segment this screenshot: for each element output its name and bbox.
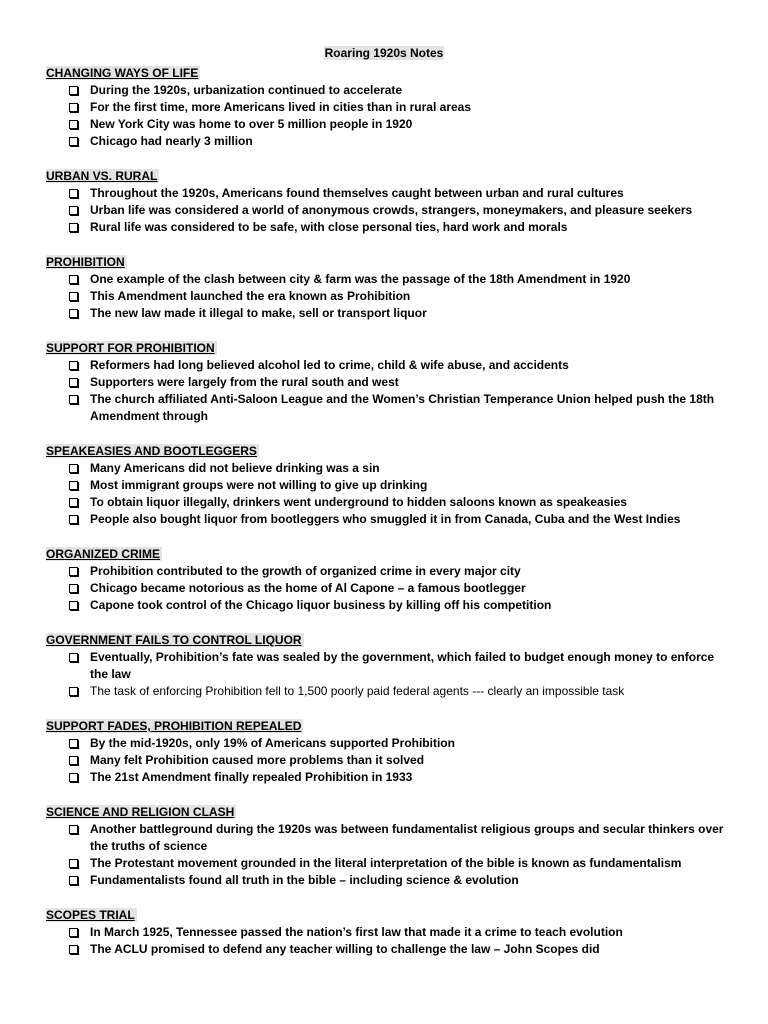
bullet-item: [46, 941, 726, 958]
checkbox-bullet-icon: [69, 464, 78, 473]
document-title: [0, 46, 768, 60]
section-heading: SCOPES TRIAL: [46, 908, 135, 922]
bullet-text: Fundamentalists found all truth in the bible – including science & evolution: [90, 873, 519, 887]
section-heading: GOVERNMENT FAILS TO CONTROL LIQUOR: [46, 633, 302, 647]
bullet-list: [46, 735, 726, 786]
bullet-text: The 21st Amendment finally repealed Prohibition in 1933: [90, 770, 413, 784]
bullet-text: Eventually, Prohibition’s fate was sealed by the government, which failed to budget enough money to enforce the law: [90, 650, 715, 681]
bullet-text: In March 1925, Tennessee passed the nation’s first law that made it a crime to teach evolution: [90, 925, 623, 939]
bullet-text: Reformers had long believed alcohol led to crime, child & wife abuse, and accidents: [90, 358, 569, 372]
bullet-item: [46, 855, 726, 872]
bullet-text: Supporters were largely from the rural south and west: [90, 375, 399, 389]
section-organized-crime: [46, 545, 726, 614]
bullet-item: [46, 305, 726, 322]
checkbox-bullet-icon: [69, 498, 78, 507]
checkbox-bullet-icon: [69, 567, 78, 576]
bullet-text: Capone took control of the Chicago liquor business by killing off his competition: [90, 598, 552, 612]
bullet-list: [46, 460, 726, 528]
bullet-item: [46, 202, 726, 219]
section-heading: SUPPORT FADES, PROHIBITION REPEALED: [46, 719, 302, 733]
section-heading: PROHIBITION: [46, 255, 125, 269]
bullet-item: [46, 116, 726, 133]
bullet-text: To obtain liquor illegally, drinkers went underground to hidden saloons known as speakeasies: [90, 495, 627, 509]
bullet-item: [46, 511, 726, 528]
notes-content: [46, 64, 726, 958]
bullet-text: Many felt Prohibition caused more problems than it solved: [90, 753, 425, 767]
checkbox-bullet-icon: [69, 223, 78, 232]
section-heading: SCIENCE AND RELIGION CLASH: [46, 805, 235, 819]
bullet-item: [46, 735, 726, 752]
checkbox-bullet-icon: [69, 137, 78, 146]
bullet-text: Rural life was considered to be safe, with close personal ties, hard work and morals: [90, 220, 568, 234]
checkbox-bullet-icon: [69, 309, 78, 318]
bullet-item: [46, 185, 726, 202]
bullet-text: The new law made it illegal to make, sell or transport liquor: [90, 306, 427, 320]
bullet-item: [46, 460, 726, 477]
checkbox-bullet-icon: [69, 945, 78, 954]
checkbox-bullet-icon: [69, 86, 78, 95]
section-science-and-religion: [46, 803, 726, 889]
bullet-item: [46, 649, 726, 683]
checkbox-bullet-icon: [69, 378, 78, 387]
bullet-text: Most immigrant groups were not willing to give up drinking: [90, 478, 428, 492]
checkbox-bullet-icon: [69, 653, 78, 662]
checkbox-bullet-icon: [69, 481, 78, 490]
bullet-item: [46, 288, 726, 305]
bullet-item: [46, 752, 726, 769]
checkbox-bullet-icon: [69, 687, 78, 696]
checkbox-bullet-icon: [69, 103, 78, 112]
bullet-item: [46, 580, 726, 597]
bullet-text: Chicago became notorious as the home of Al Capone – a famous bootlegger: [90, 581, 526, 595]
bullet-text: Another battleground during the 1920s was between fundamentalist religious groups and secular thinkers over the truths of science: [90, 822, 724, 853]
bullet-text: One example of the clash between city & farm was the passage of the 18th Amendment in 1920: [90, 272, 631, 286]
checkbox-bullet-icon: [69, 206, 78, 215]
checkbox-bullet-icon: [69, 395, 78, 404]
bullet-list: [46, 271, 726, 322]
bullet-text: Many Americans did not believe drinking was a sin: [90, 461, 380, 475]
bullet-item: [46, 82, 726, 99]
bullet-text: The ACLU promised to defend any teacher willing to challenge the law – John Scopes did: [90, 942, 600, 956]
checkbox-bullet-icon: [69, 292, 78, 301]
checkbox-bullet-icon: [69, 120, 78, 129]
section-prohibition: [46, 253, 726, 322]
checkbox-bullet-icon: [69, 928, 78, 937]
bullet-list: [46, 924, 726, 958]
section-government-fails: [46, 631, 726, 700]
checkbox-bullet-icon: [69, 361, 78, 370]
bullet-text: Chicago had nearly 3 million: [90, 134, 253, 148]
bullet-item: [46, 219, 726, 236]
section-urban-vs-rural: [46, 167, 726, 236]
bullet-item: [46, 477, 726, 494]
section-heading: URBAN VS. RURAL: [46, 169, 158, 183]
bullet-list: [46, 563, 726, 614]
bullet-list: [46, 357, 726, 425]
checkbox-bullet-icon: [69, 773, 78, 782]
bullet-item: [46, 391, 726, 425]
bullet-item: [46, 374, 726, 391]
bullet-text: New York City was home to over 5 million people in 1920: [90, 117, 413, 131]
bullet-item: [46, 872, 726, 889]
bullet-text: By the mid-1920s, only 19% of Americans supported Prohibition: [90, 736, 455, 750]
bullet-list: [46, 82, 726, 150]
checkbox-bullet-icon: [69, 876, 78, 885]
checkbox-bullet-icon: [69, 189, 78, 198]
section-heading: CHANGING WAYS OF LIFE: [46, 66, 199, 80]
section-speakeasies-and-bootleggers: [46, 442, 726, 528]
section-heading: SUPPORT FOR PROHIBITION: [46, 341, 215, 355]
document-title-text: Roaring 1920s Notes: [324, 46, 444, 60]
checkbox-bullet-icon: [69, 584, 78, 593]
bullet-text: People also bought liquor from bootleggers who smuggled it in from Canada, Cuba and the West Indies: [90, 512, 681, 526]
bullet-item: [46, 133, 726, 150]
bullet-item: [46, 271, 726, 288]
section-heading: SPEAKEASIES AND BOOTLEGGERS: [46, 444, 257, 458]
bullet-text: Prohibition contributed to the growth of organized crime in every major city: [90, 564, 521, 578]
bullet-item: [46, 769, 726, 786]
bullet-item: [46, 683, 726, 700]
bullet-item: [46, 924, 726, 941]
bullet-list: [46, 185, 726, 236]
bullet-text: During the 1920s, urbanization continued to accelerate: [90, 83, 403, 97]
checkbox-bullet-icon: [69, 601, 78, 610]
bullet-text: The Protestant movement grounded in the literal interpretation of the bible is known as fundamentalism: [90, 856, 682, 870]
checkbox-bullet-icon: [69, 859, 78, 868]
section-changing-ways-of-life: [46, 64, 726, 150]
bullet-item: [46, 494, 726, 511]
bullet-text: For the first time, more Americans lived in cities than in rural areas: [90, 100, 472, 114]
section-scopes-trial: [46, 906, 726, 958]
bullet-item: [46, 563, 726, 580]
checkbox-bullet-icon: [69, 825, 78, 834]
section-support-fades: [46, 717, 726, 786]
section-support-for-prohibition: [46, 339, 726, 425]
checkbox-bullet-icon: [69, 515, 78, 524]
checkbox-bullet-icon: [69, 275, 78, 284]
checkbox-bullet-icon: [69, 739, 78, 748]
bullet-text: This Amendment launched the era known as Prohibition: [90, 289, 411, 303]
bullet-list: [46, 649, 726, 700]
bullet-item: [46, 597, 726, 614]
checkbox-bullet-icon: [69, 756, 78, 765]
bullet-text: The church affiliated Anti-Saloon League and the Women’s Christian Temperance Union helped push the 18th Amendment through: [90, 392, 715, 423]
bullet-text: Throughout the 1920s, Americans found themselves caught between urban and rural cultures: [90, 186, 624, 200]
bullet-list: [46, 821, 726, 889]
bullet-item: [46, 357, 726, 374]
bullet-text: The task of enforcing Prohibition fell to 1,500 poorly paid federal agents --- clearly an impossible task: [90, 684, 625, 698]
bullet-item: [46, 821, 726, 855]
section-heading: ORGANIZED CRIME: [46, 547, 160, 561]
bullet-item: [46, 99, 726, 116]
bullet-text: Urban life was considered a world of anonymous crowds, strangers, moneymakers, and pleasure seekers: [90, 203, 693, 217]
